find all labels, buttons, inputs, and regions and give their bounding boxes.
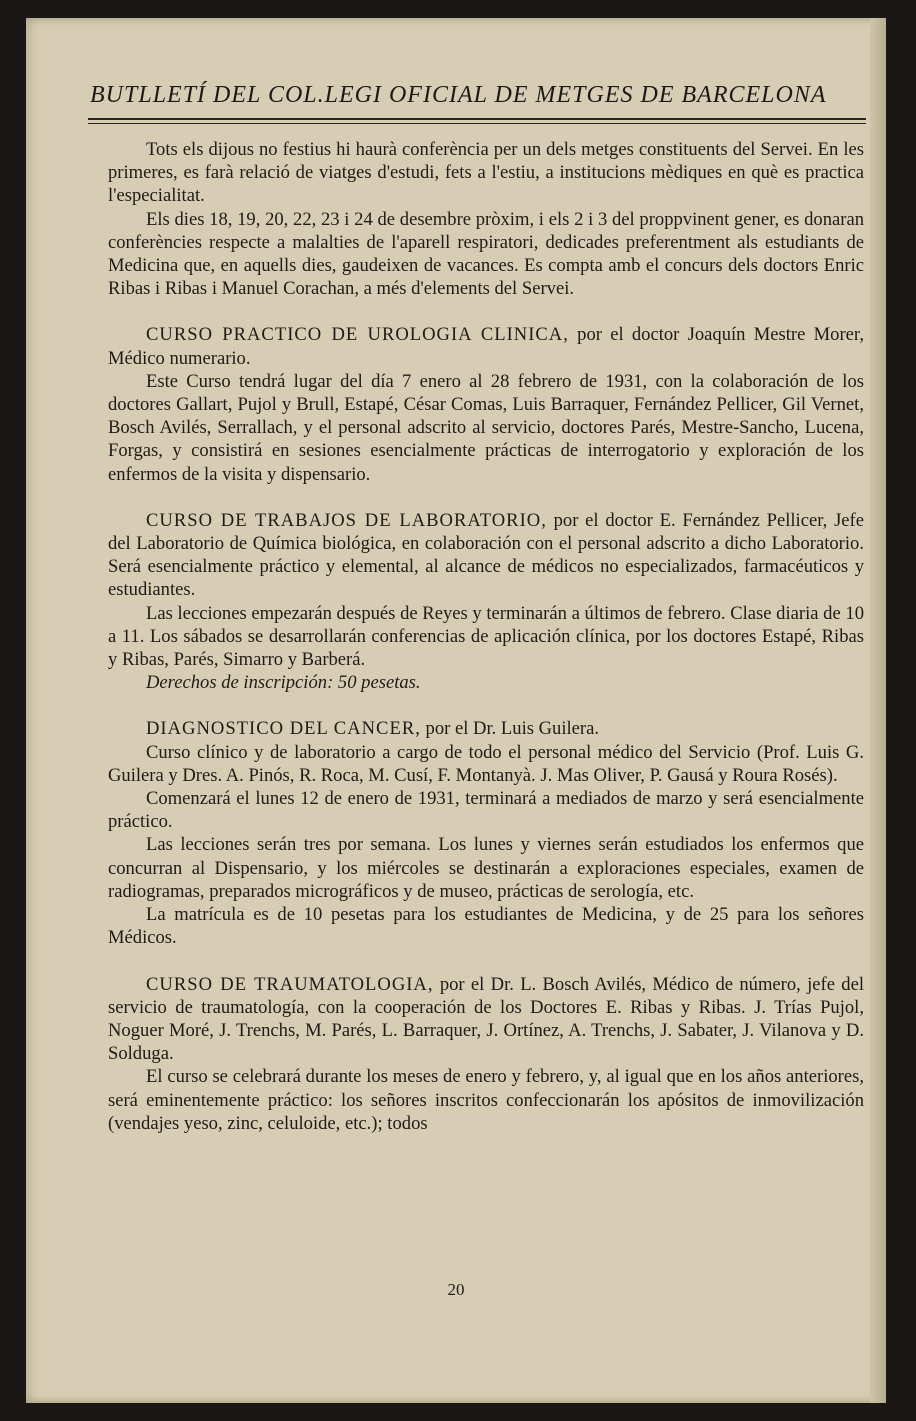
page-edge (870, 18, 886, 1403)
section-title: CURSO DE TRAUMATOLOGIA, (146, 973, 434, 995)
section-title-rest: por el Dr. Luis Guilera. (420, 718, 600, 740)
section-traumatologia (108, 973, 864, 1135)
intro-paragraph: Els dies 18, 19, 20, 22, 23 i 24 de desembre pròxim, i els 2 i 3 del proppvinent gener, es donaran conferències respecte a malalties de l'aparell respiratori, dedicades preferentment als estudiants de Medicina que, en aquells dies, gaudeixen de vacances. Es compta amb el concurs dels doctors Enric Ribas i Ribas i Manuel Corachan, a més d'elements del Servei. (108, 208, 864, 300)
section-heading (108, 323, 864, 369)
section-title: CURSO PRACTICO DE UROLOGIA CLINICA, (146, 324, 569, 346)
section-paragraph: El curso se celebrará durante los meses de enero y febrero, y, al igual que en los años anteriores, será eminentemente práctico: los señores inscritos confeccionarán los apósitos de inmovilización (vendajes yeso, zinc, celuloide, etc.); todos (108, 1066, 864, 1134)
fee-label: Derechos de inscripción: (146, 672, 334, 694)
section-title-rest: por el doctor Joaquín Mestre Morer, Médico numerario. (108, 324, 864, 369)
section-title-rest: por el doctor E. Fernández Pellicer, Jefe del Laboratorio de Química biológica, en colaboración con el personal adscrito a dicho Laboratorio. Será esencialmente práctico y elemental, al alcance de médicos no especializados, farmacéuticos y estudiantes. (108, 509, 865, 601)
page-number: 20 (447, 1280, 465, 1299)
header-rule-thin (88, 123, 866, 124)
section-heading (108, 717, 864, 740)
fee-line (108, 671, 864, 694)
article-body (108, 138, 864, 1135)
fee-value: 50 pesetas. (333, 672, 421, 694)
journal-header: BUTLLETÍ DEL COL.LEGI OFICIAL DE METGES DE BARCELONA (90, 82, 827, 108)
document-page (26, 18, 886, 1403)
section-paragraph: Las lecciones empezarán después de Reyes y terminarán a últimos de febrero. Clase diaria de 10 a 11. Los sábados se desarrollarán conferencias de aplicación clínica, por los doctores Estapé, Ribas y Ribas, Parés, Simarro y Barberá. (108, 602, 864, 671)
section-paragraph: Las lecciones serán tres por semana. Los lunes y viernes serán estudiados los enfermos que concurran al Dispensario, y los miércoles se destinarán a exploraciones especiales, examen de radiogramas, preparados micrográficos y de museo, prácticas de serología, etc. (108, 834, 864, 902)
section-heading (108, 509, 864, 602)
section-heading (108, 973, 864, 1066)
section-paragraph: La matrícula es de 10 pesetas para los estudiantes de Medicina, y de 25 para los señores Médicos. (108, 904, 864, 949)
intro-paragraph: Tots els dijous no festius hi haurà conferència per un dels metges constituents del Servei. En les primeres, es farà relació de viatges d'estudi, fets a l'estiu, a institucions mèdiques en què es practica l'especialitat. (108, 139, 864, 207)
section-title: DIAGNOSTICO DEL CANCER, (146, 718, 421, 740)
header-rule-thick (88, 118, 866, 120)
section-title: CURSO DE TRABAJOS DE LABORATORIO, (146, 509, 547, 531)
section-laboratorio (108, 509, 864, 695)
section-urologia (108, 323, 864, 485)
section-title-rest: por el Dr. L. Bosch Avilés, Médico de número, jefe del servicio de traumatología, con la cooperación de los Doctores E. Ribas y Ribas. J. Trías Pujol, Noguer Moré, J. Trenchs, M. Parés, L. Barraquer, J. Ortínez, A. Trenchs, J. Sabater, J. Vilanova y D. Solduga. (108, 973, 864, 1065)
section-paragraph: Este Curso tendrá lugar del día 7 enero al 28 febrero de 1931, con la colaboración de los doctores Gallart, Pujol y Brull, Estapé, César Comas, Luis Barraquer, Fernández Pellicer, Gil Vernet, Bosch Avilés, Serrallach, y el personal adscrito al servicio, doctores Parés, Mestre-Sancho, Lucena, Forgas, y consistirá en sesiones esencialmente prácticas de interrogatorio y exploración de los enfermos de la visita y dispensario. (108, 370, 864, 485)
section-cancer (108, 717, 864, 949)
section-paragraph: Comenzará el lunes 12 de enero de 1931, terminará a mediados de marzo y será esencialmente práctico. (108, 788, 864, 833)
section-paragraph: Curso clínico y de laboratorio a cargo de todo el personal médico del Servicio (Prof. Luis G. Guilera y Dres. A. Pinós, R. Roca, M. Cusí, F. Montanyà. J. Mas Oliver, P. Gausá y Roura Rosés). (108, 741, 864, 786)
